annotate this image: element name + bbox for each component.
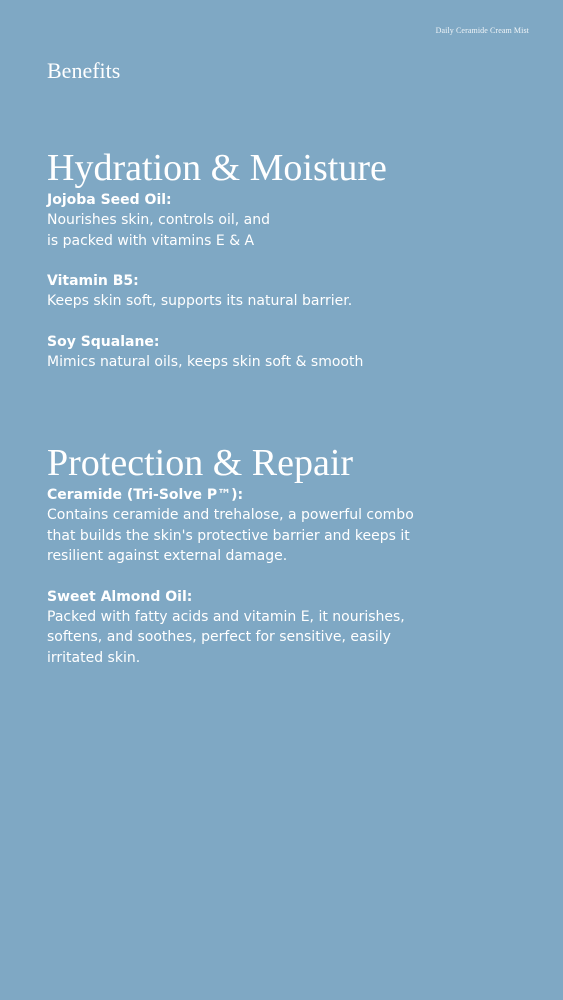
ingredient-description: Packed with fatty acids and vitamin E, it nourishes, softens, and soothes, perfect for sensitive, easily irritated skin. [47,608,405,666]
ingredient-name: Ceramide (Tri-Solve P™): [47,487,244,503]
ingredient-name: Vitamin B5: [47,273,139,289]
section-title: Protection & Repair [47,442,354,484]
ingredient-list [47,485,527,668]
product-name: Daily Ceramide Cream Mist [435,26,529,35]
section-hydration-moisture [47,147,527,372]
ingredient-description: Keeps skin soft, supports its natural barrier. [47,293,353,309]
ingredient-description: Mimics natural oils, keeps skin soft & smooth [47,353,364,370]
ingredient-vitamin-b5 [47,271,527,312]
ingredient-description: Nourishes skin, controls oil, and is packed with vitamins E & A [47,212,271,249]
ingredient-jojoba-seed-oil [47,190,527,251]
ingredient-ceramide [47,485,527,567]
ingredient-sweet-almond-oil [47,587,527,669]
ingredient-soy-squalane [47,332,527,373]
ingredient-name: Soy Squalane: [47,333,160,350]
page-heading: Benefits [47,58,121,83]
ingredient-name: Jojoba Seed Oil: [47,192,172,208]
section-title: Hydration & Moisture [47,147,387,189]
ingredient-name: Sweet Almond Oil: [47,588,193,605]
ingredient-description: Contains ceramide and trehalose, a powerful combo that builds the skin's protective barrier and keeps it resilient against external damage. [47,507,414,564]
section-protection-repair [47,442,527,668]
ingredient-list [47,190,527,372]
